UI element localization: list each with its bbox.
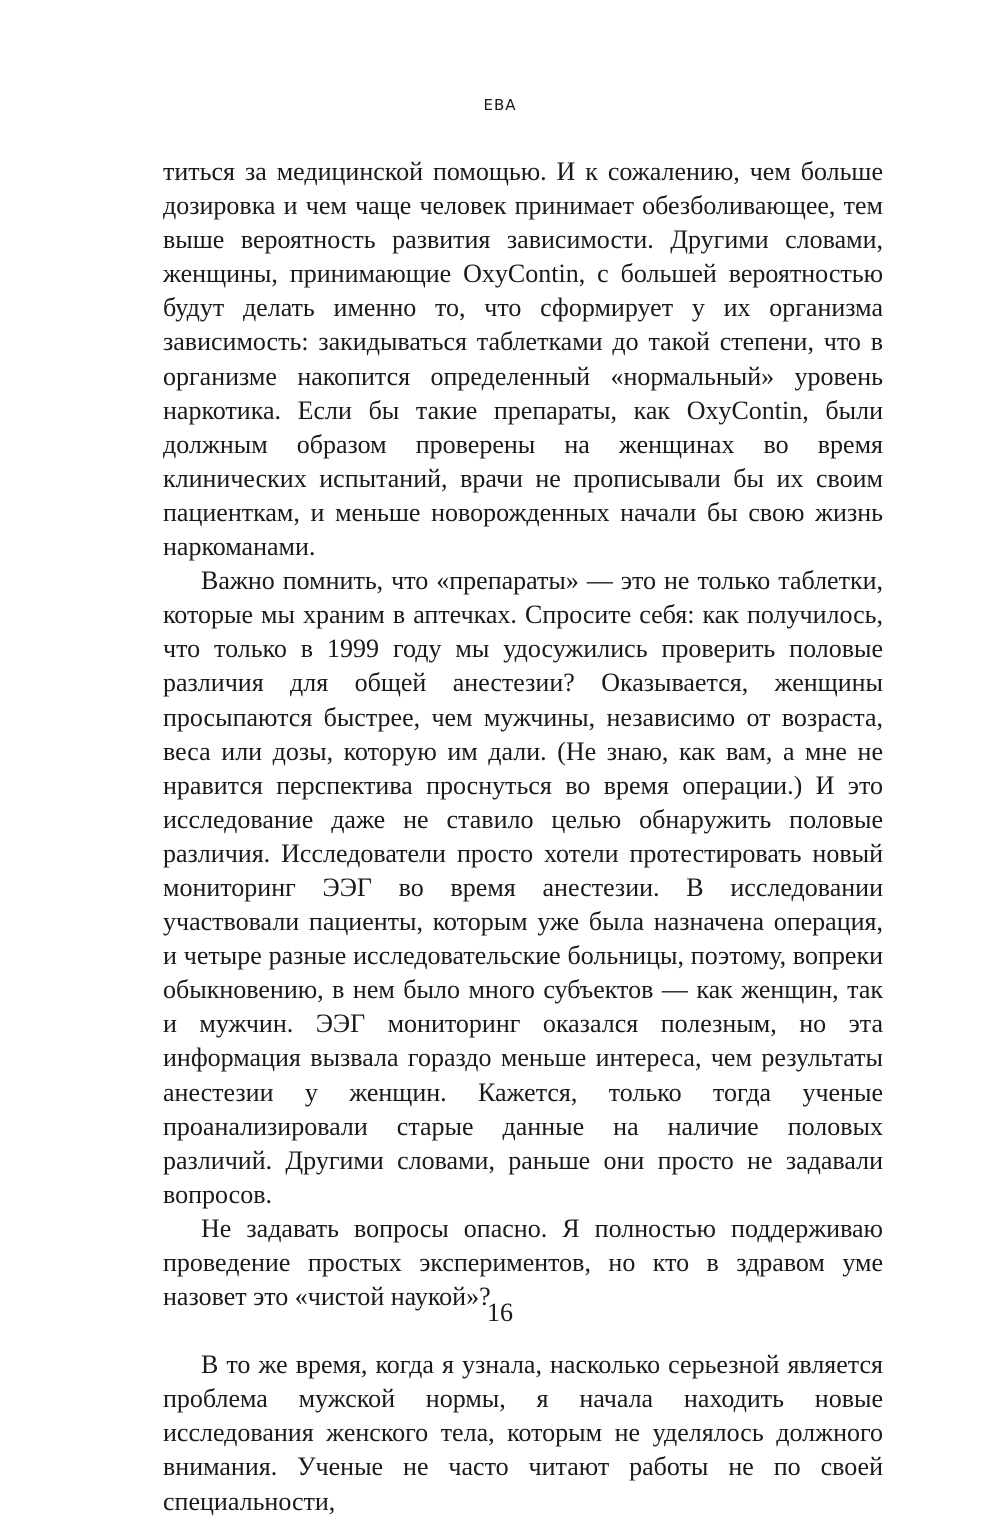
page-number: 16 (487, 1298, 513, 1327)
paragraph-questions: Не задавать вопросы опасно. Я полностью поддерживаю проведение простых экспериментов, но кто в здравом уме назовет это «чистой наукой»? (163, 1213, 883, 1312)
paragraph-anesthesia: Важно помнить, что «препараты» — это не только таблетки, которые мы храним в аптечках. Спросите себя: как получилось, что только в 1999 году мы удосужились проверить половые различия для общей анестезии? Оказывается, женщины просыпаются быстрее, чем мужчины, независимо от возраста, веса или дозы, которую им дали. (Не знаю, как вам, а мне не нравится перспектива проснуться во время операции.) И это исследование даже не ставило целью обнаружить половые различия. Исследователи просто хотели протестировать новый мониторинг ЭЭГ во время анестезии. В исследовании участвовали пациенты, которым уже была назначена операция, и четыре разные исследовательские больницы, поэтому, вопреки обыкновению, в нем было много субъектов — как женщин, так и мужчин. ЭЭГ мониторинг оказался полезным, но эта информация вызвала гораздо меньше интереса, чем результаты анестезии у женщин. Кажется, только тогда ученые проанализировали старые данные на наличие половых различий. Другими словами, раньше они просто не задавали вопросов. (163, 566, 883, 1209)
running-head: ЕВА (483, 96, 517, 114)
paragraph-male-norm: В то же время, когда я узнала, насколько серьезной является проблема мужской нормы, я начала находить новые исследования женского тела, которым не уделялось должного внимания. Ученые не часто читают работы не по своей специальности, (163, 1350, 883, 1516)
paragraph-continuation: титься за медицинской помощью. И к сожалению, чем больше дозировка и чем чаще человек принимает обезболивающее, тем выше вероятность развития зависимости. Другими словами, женщины, принимающие OxyContin, с большей вероятностью будут делать именно то, что сформирует у их организма зависимость: закидываться таблетками до такой степени, что в организме накопится определенный «нормальный» уровень наркотика. Если бы такие препараты, как OxyContin, были должным образом проверены на женщинах во время клинических испытаний, врачи не прописывали бы их своим пациенткам, и меньше новорожденных начали бы свою жизнь наркоманами. (163, 157, 883, 562)
